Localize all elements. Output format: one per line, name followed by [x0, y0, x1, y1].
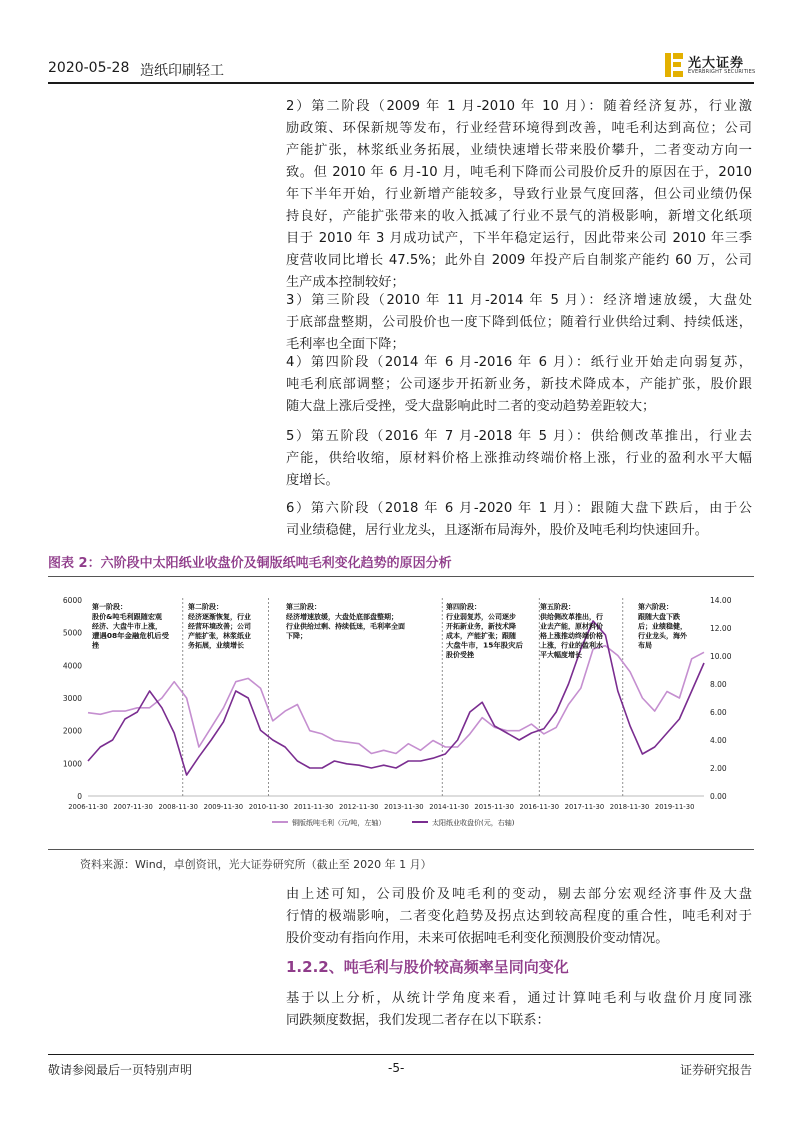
stage-annotation-line: 行业弱复苏，公司逐步	[446, 613, 512, 621]
x-tick-label: 2008-11-30	[158, 803, 199, 811]
stage-annotation-line: 经济逐渐恢复，行业	[188, 613, 248, 621]
stage-annotation	[638, 602, 687, 650]
stage-annotation-line: 供给侧改革推出，行	[540, 613, 600, 621]
section-paragraph	[286, 988, 752, 1032]
y-left-tick-label: 4000	[62, 661, 82, 671]
stage-annotation-line: 行业供给过剩、持续低迷，毛利率全面	[286, 622, 399, 631]
footer-rule	[48, 1054, 754, 1055]
y-right-tick-label: 14.00	[710, 596, 732, 605]
text-line: 于底部盘整期，公司股价也一度下降到低位；随着行业供给过剩、持续低迷，	[286, 315, 752, 330]
x-tick-label: 2018-11-30	[609, 803, 650, 811]
stage-2-paragraph	[286, 96, 752, 294]
stage-annotation-title: 第四阶段：	[446, 603, 481, 611]
text-line: 产能扩张，林浆纸业务拓展，业绩快速增长带来股价攀升，二者变动方向一	[286, 143, 752, 158]
logo-mark-icon	[664, 52, 684, 78]
y-right-tick-label: 4.00	[710, 736, 727, 745]
text-line: 2）第二阶段（2009 年 1 月-2010 年 10 月）：随着经济复苏，行业激	[286, 99, 752, 114]
y-left-tick-label: 5000	[62, 628, 82, 638]
stage-annotation-line: 行业龙头，海外	[638, 632, 685, 640]
stage-annotation-line: 务拓展，业绩增长	[188, 641, 241, 650]
x-tick-label: 2012-11-30	[339, 803, 379, 811]
logo-text-en: EVERBRIGHT SECURITIES	[688, 69, 756, 75]
stage-annotation-line: 经营环境改善；公司	[188, 622, 248, 631]
stage-annotation-line: 上涨，行业的盈利水	[540, 641, 600, 650]
x-tick-label: 2013-11-30	[384, 803, 424, 811]
stage-4-paragraph	[286, 352, 752, 418]
text-line: 3）第三阶段（2010 年 11 月-2014 年 5 月）：经济增速放缓，大盘处	[286, 293, 752, 308]
stage-annotation-line: 开拓新业务，新技术降	[446, 622, 512, 631]
text-line: 度增长。	[286, 473, 339, 488]
x-tick-label: 2016-11-30	[519, 803, 560, 811]
stage-6-paragraph	[286, 498, 752, 542]
y-left-tick-label: 2000	[62, 726, 82, 736]
text-line: 致。但 2010 年 6 月-10 月，吨毛利下降而公司股价反升的原因在于，2010	[286, 165, 752, 180]
x-tick-label: 2010-11-30	[248, 803, 289, 811]
stage-annotation	[188, 602, 251, 651]
stage-annotation	[446, 602, 523, 659]
y-left-tick-label: 6000	[62, 596, 82, 605]
y-right-tick-label: 12.00	[710, 624, 732, 633]
conclusion-paragraph	[286, 884, 752, 950]
stage-annotation-title: 第一阶段：	[92, 603, 127, 611]
header-date: 2020-05-28	[48, 60, 130, 76]
y-right-tick-label: 2.00	[710, 764, 727, 773]
stage-annotation-line: 股价受挫	[446, 651, 473, 659]
text-line: 度营收同比增长 47.5%；此外自 2009 年投产后自制浆产能约 60 万，公司	[286, 253, 752, 268]
x-tick-label: 2015-11-30	[474, 803, 514, 811]
figure-title: 图表 2：六阶段中太阳纸业收盘价及铜版纸吨毛利变化趋势的原因分析	[48, 556, 452, 571]
stage-annotation-line: 产能扩张，林浆纸业	[188, 632, 248, 640]
y-left-tick-label: 3000	[62, 694, 82, 703]
stage-annotation-line: 业去产能，原材料价	[540, 622, 600, 631]
stage-annotation-line: 后；业绩稳健，	[638, 622, 685, 631]
stage-annotation-line: 下降；	[286, 632, 306, 640]
y-left-tick-label: 0	[77, 792, 82, 801]
stage-annotation-line: 平大幅度增长	[540, 651, 580, 659]
y-right-tick-label: 8.00	[710, 680, 727, 689]
stage-annotation-line: 挫	[92, 641, 99, 650]
price-margin-chart	[48, 590, 754, 840]
text-line: 4）第四阶段（2014 年 6 月-2016 年 6 月）：纸行业开始走向弱复苏，	[286, 355, 752, 370]
stage-annotation-line: 布局	[638, 641, 652, 650]
text-line: 产能，供给收缩，原材料价格上涨推动终端价格上涨，行业的盈利水平大幅	[286, 451, 752, 466]
y-left-tick-label: 1000	[62, 759, 82, 769]
text-line: 随大盘上涨后受挫，受大盘影响此时二者的变动趋势差距较大；	[286, 399, 656, 414]
y-right-tick-label: 10.00	[710, 652, 732, 661]
x-tick-label: 2006-11-30	[68, 803, 108, 811]
stage-annotation-line: 大盘牛市，15年股灾后	[446, 641, 515, 650]
stage-3-paragraph	[286, 290, 752, 356]
x-tick-label: 2009-11-30	[203, 803, 244, 811]
header-industry: 造纸印刷轻工	[140, 63, 224, 79]
stage-annotation-line: 股价&吨毛利跟随宏观	[92, 613, 158, 621]
legend-label: 铜版纸吨毛利（元/吨，左轴）	[292, 819, 386, 827]
x-tick-label: 2011-11-30	[293, 803, 334, 811]
text-line: 基于以上分析，从统计学角度来看，通过计算吨毛利与收盘价月度同涨	[286, 991, 752, 1006]
text-line: 年下半年开始，行业新增产能较多，导致行业景气度回落，但公司业绩仍保	[286, 187, 752, 202]
stage-annotation	[540, 602, 603, 659]
price-series-line	[88, 621, 704, 775]
stage-annotation-title: 第五阶段：	[540, 603, 575, 611]
x-tick-label: 2019-11-30	[654, 803, 695, 811]
x-tick-label: 2017-11-30	[564, 803, 605, 811]
text-line: 司业绩稳健，居行业龙头，且逐渐布局海外，股价及吨毛利均快速回升。	[286, 523, 708, 538]
text-line: 6）第六阶段（2018 年 6 月-2020 年 1 月）：跟随大盘下跌后，由于公	[286, 501, 752, 516]
footer-disclaimer: 敬请参阅最后一页特别声明	[48, 1063, 193, 1077]
page-number: -5-	[388, 1061, 405, 1075]
section-title: 1.2.2、吨毛利与股价较高频率呈同向变化	[286, 958, 569, 976]
text-line: 励政策、环保新规等发布，行业经营环境得到改善，吨毛利达到高位；公司	[286, 121, 752, 136]
text-line: 持良好，产能扩张带来的收入抵减了行业不景气的消极影响，新增文化纸项	[286, 209, 752, 224]
x-tick-label: 2014-11-30	[429, 803, 469, 811]
legend-label: 太阳纸业收盘价(元，右轴)	[432, 819, 515, 827]
text-line: 股价变动有指向作用，未来可依据吨毛利变化预测股价变动情况。	[286, 931, 669, 946]
figure-rule-bottom	[48, 849, 754, 850]
text-line: 由上述可知，公司股价及吨毛利的变动，剔去部分宏观经济事件及大盘	[286, 887, 752, 902]
footer-report-type: 证券研究报告	[680, 1063, 753, 1077]
stage-annotation-title: 第六阶段：	[638, 603, 673, 611]
text-line: 毛利率也全面下降；	[286, 337, 405, 352]
text-line: 同跌频度数据，我们发现二者存在以下联系：	[286, 1013, 550, 1028]
x-tick-label: 2007-11-30	[113, 803, 153, 811]
text-line: 目于 2010 年 3 月成功试产，下半年稳定运行，因此带来公司 2010 年三季	[286, 231, 752, 246]
stage-annotation-line: 经济、大盘牛市上涨，	[92, 622, 158, 631]
everbright-logo	[664, 50, 756, 80]
stage-annotation-line: 遭遇08年金融危机后受	[92, 632, 161, 640]
stage-annotation-title: 第二阶段：	[188, 603, 223, 611]
y-right-tick-label: 6.00	[710, 708, 727, 717]
stage-annotation-line: 经济增速放缓，大盘处底部盘整期；	[286, 613, 392, 621]
stage-annotation	[91, 602, 170, 650]
figure-source: 资料来源：Wind，卓创资讯，光大证券研究所（截止至 2020 年 1 月）	[80, 858, 432, 871]
y-right-tick-label: 0.00	[710, 792, 727, 801]
stage-annotation-line: 跟随大盘下跌	[638, 613, 678, 621]
text-line: 吨毛利底部调整；公司逐步开拓新业务，新技术降成本，产能扩张，股价跟	[286, 377, 752, 392]
stage-annotation	[286, 602, 405, 640]
text-line: 生产成本控制较好；	[286, 275, 405, 290]
stage-annotation-line: 格上涨推动终端价格	[540, 632, 600, 640]
header-rule	[48, 82, 754, 84]
text-line: 5）第五阶段（2016 年 7 月-2018 年 5 月）：供给侧改革推出，行业去	[286, 429, 752, 444]
figure-rule-top	[48, 576, 754, 577]
stage-5-paragraph	[286, 426, 752, 492]
stage-annotation-title: 第三阶段：	[286, 603, 321, 611]
stage-annotation-line: 成本，产能扩张；跟随	[446, 632, 512, 640]
logo-text-cn: 光大证券	[688, 56, 745, 71]
text-line: 行情的极端影响，二者变化趋势及拐点达到较高程度的重合性，吨毛利对于	[286, 909, 752, 924]
